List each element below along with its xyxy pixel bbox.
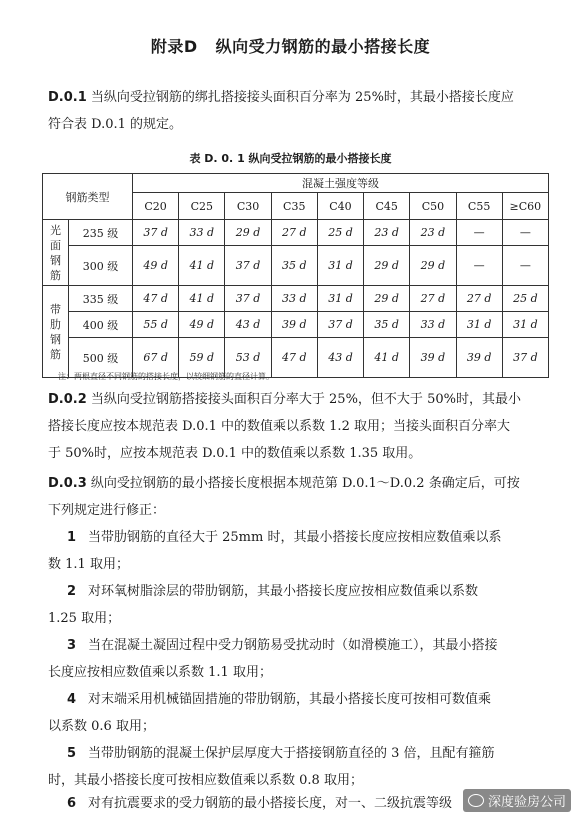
grade-header: C40 [317,193,363,220]
table-cell: 33 d [271,286,317,312]
rebar-level: 235 级 [69,220,133,246]
table-cell: 43 d [225,312,271,338]
clause-text: 符合表 D.0.1 的规定。 [48,117,183,132]
grade-header: C45 [364,193,410,220]
table-cell: 37 d [225,286,271,312]
header-rebar-type: 钢筋类型 [43,174,133,220]
table-cell: 29 d [410,246,456,286]
table-cell: 33 d [410,312,456,338]
table-cell: 27 d [410,286,456,312]
rebar-level: 300 级 [69,246,133,286]
table-cell: 25 d [502,286,548,312]
table-cell: — [502,246,548,286]
grade-header: C25 [179,193,225,220]
clause-text: 下列规定进行修正： [48,503,166,518]
clause-text: 搭接长度应按本规范表 D.0.1 中的数值乘以系数 1.2 取用；当接头面积百分率大 [48,419,510,434]
table-cell: 35 d [271,246,317,286]
list-item [48,524,548,578]
table-cell: 37 d [502,338,548,378]
table-cell: 49 d [133,246,179,286]
item-text: 时，其最小搭接长度可按相应数值乘以系数 0.8 取用； [48,773,363,788]
item-number: 6 [66,796,76,811]
clause-d01 [48,84,548,138]
table-cell: 59 d [179,338,225,378]
table-caption: 表 D. 0. 1 纵向受拉钢筋的最小搭接长度 [189,152,392,165]
appendix-title: 纵向受力钢筋的最小搭接长度 [215,37,431,56]
table-cell: 33 d [179,220,225,246]
table-cell: 39 d [410,338,456,378]
group-label: 带肋钢筋 [43,286,69,378]
grade-header: C30 [225,193,271,220]
table-cell: 41 d [364,338,410,378]
clause-text: 当纵向受拉钢筋的绑扎搭接接头面积百分率为 25%时，其最小搭接长度应 [90,90,514,105]
table-cell: 29 d [364,246,410,286]
item-number: 5 [66,746,76,761]
table-cell: 41 d [179,246,225,286]
table-cell: 23 d [364,220,410,246]
table-row [43,246,549,286]
item-text: 对环氧树脂涂层的带肋钢筋，其最小搭接长度应按相应数值乘以系数 [88,584,479,599]
table-note: 注：两根直径不同钢筋的搭接长度，以较细钢筋的直径计算。 [58,372,274,381]
clause-number: D.0.2 [48,392,87,407]
item-number: 1 [66,530,76,545]
table-row [43,286,549,312]
table-cell: 31 d [456,312,502,338]
table-cell: 29 d [364,286,410,312]
table-cell: 37 d [317,312,363,338]
rebar-level: 500 级 [69,338,133,378]
table-cell: 49 d [179,312,225,338]
item-number: 2 [66,584,76,599]
item-text: 长度应按相应数值乘以系数 1.1 取用； [48,665,272,680]
watermark [463,789,571,812]
grade-header: ≥C60 [502,193,548,220]
table-row [43,312,549,338]
table-cell: 37 d [225,246,271,286]
list-item [48,578,548,632]
clause-d02 [48,386,548,467]
rebar-level: 400 级 [69,312,133,338]
watermark-text: 深度验房公司 [487,795,566,810]
table-cell: 53 d [225,338,271,378]
clause-number: D.0.3 [48,476,87,491]
clause-number: D.0.1 [48,90,87,105]
clause-d03 [48,470,548,524]
list-item [48,686,548,740]
list-item [48,740,548,794]
table-cell: 27 d [271,220,317,246]
table-cell: 23 d [410,220,456,246]
clause-text: 当纵向受拉钢筋搭接接头面积百分率大于 25%，但不大于 50%时，其最小 [90,392,521,407]
item-number: 4 [66,692,76,707]
group-label: 光面钢筋 [43,220,69,286]
item-text: 当带肋钢筋的直径大于 25mm 时，其最小搭接长度应按相应数值乘以系 [88,530,502,545]
table-cell: 67 d [133,338,179,378]
grade-header: C55 [456,193,502,220]
page-title [0,34,581,57]
table-cell: 47 d [271,338,317,378]
table-cell: 25 d [317,220,363,246]
table-row [43,220,549,246]
grade-header: C20 [133,193,179,220]
lap-length-table [42,173,549,378]
table-cell: 41 d [179,286,225,312]
table-cell: — [456,220,502,246]
table-cell: 37 d [133,220,179,246]
table-cell: 29 d [225,220,271,246]
table-cell: 39 d [456,338,502,378]
table-cell: 31 d [317,286,363,312]
item-number: 3 [66,638,76,653]
appendix-label: 附录D [150,37,198,56]
clause-text: 于 50%时，应按本规范表 D.0.1 中的数值乘以系数 1.35 取用。 [48,446,422,461]
table-cell: 31 d [502,312,548,338]
table-cell: — [456,246,502,286]
item-text: 数 1.1 取用； [48,557,129,572]
header-concrete-grade: 混凝土强度等级 [133,174,549,193]
rebar-level: 335 级 [69,286,133,312]
item-text: 以系数 0.6 取用； [48,719,155,734]
grade-header: C35 [271,193,317,220]
table-cell: 31 d [317,246,363,286]
item-text: 1.25 取用； [48,611,121,626]
table-cell: 39 d [271,312,317,338]
item-text: 对有抗震要求的受力钢筋的最小搭接长度，对一、二级抗震等级 [88,796,453,811]
table-cell: 27 d [456,286,502,312]
item-text: 对末端采用机械锚固措施的带肋钢筋，其最小搭接长度可按相可数值乘 [88,692,492,707]
grade-header: C50 [410,193,456,220]
item-text: 当带肋钢筋的混凝土保护层厚度大于搭接钢筋直径的 3 倍，且配有箍筋 [88,746,495,761]
item-text: 当在混凝土凝固过程中受力钢筋易受扰动时（如滑模施工），其最小搭接 [88,638,498,653]
list-item [48,632,548,686]
table-cell: — [502,220,548,246]
table-cell: 47 d [133,286,179,312]
clause-text: 纵向受拉钢筋的最小搭接长度根据本规范第 D.0.1～D.0.2 条确定后，可按 [90,476,520,491]
wechat-icon [468,794,484,807]
table-cell: 35 d [364,312,410,338]
table-cell: 43 d [317,338,363,378]
table-cell: 55 d [133,312,179,338]
